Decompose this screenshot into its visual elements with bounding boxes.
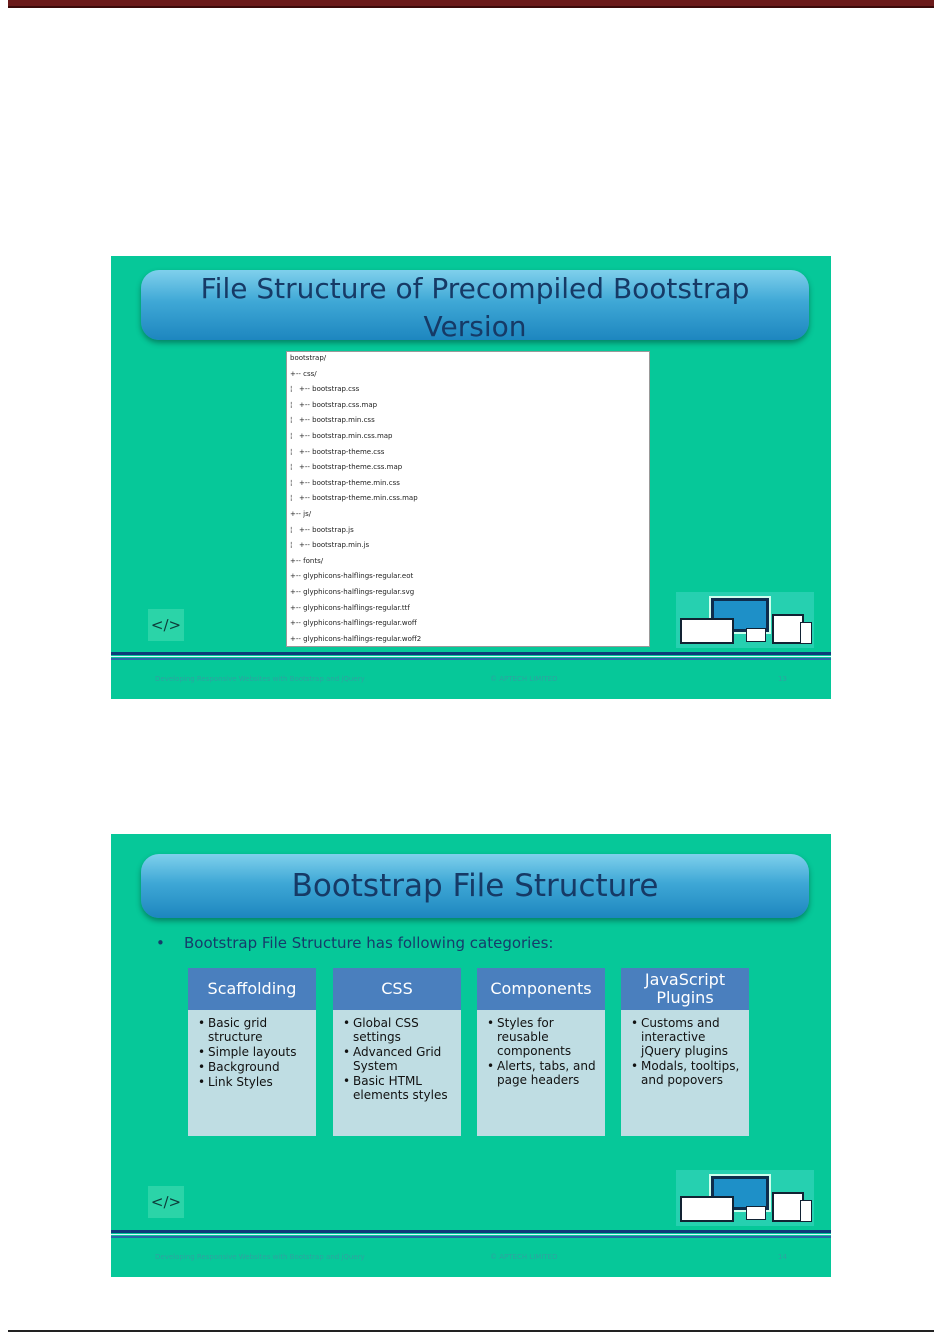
category-heading: CSS: [333, 968, 461, 1010]
file-tree-line: ¦ +-- bootstrap.min.css: [290, 416, 375, 425]
slide-title: [141, 270, 809, 343]
category-items: [333, 1010, 461, 1102]
file-tree-line: bootstrap/: [290, 354, 327, 362]
page-bottom-rule: [8, 1330, 934, 1332]
footer-copyright: © APTECH LIMITED: [490, 1253, 558, 1261]
file-tree-line: ¦ +-- bootstrap.css: [290, 385, 360, 394]
category-heading: Components: [477, 968, 605, 1010]
category-heading: JavaScript Plugins: [621, 968, 749, 1010]
file-tree-line: +-- glyphicons-halflings-regular.woff2: [290, 634, 422, 643]
code-pen-icon: <∕>: [148, 1186, 184, 1218]
intro-bullet: • Bootstrap File Structure has following categories:: [156, 934, 554, 952]
file-tree-line: ¦ +-- bootstrap.css.map: [290, 400, 378, 409]
category-item: • Background: [196, 1060, 312, 1074]
category-item: • Basic grid structure: [196, 1016, 312, 1044]
file-tree-line: ¦ +-- bootstrap.min.css.map: [290, 432, 393, 440]
footer-copyright: © APTECH LIMITED: [490, 675, 558, 683]
category-item: • Customs and interactive jQuery plugins: [629, 1016, 745, 1058]
category-items: [621, 1010, 749, 1087]
footer-divider: [111, 652, 831, 660]
footer-divider: [111, 1230, 831, 1238]
responsive-devices-icon: [676, 592, 814, 648]
file-tree-line: +-- js/: [290, 510, 312, 518]
category-items: [477, 1010, 605, 1087]
slide-title-line2: Version: [423, 310, 527, 343]
file-tree-line: ¦ +-- bootstrap-theme.css.map: [290, 463, 403, 472]
file-tree-line: +-- css/: [290, 369, 317, 378]
footer-page-number: 14: [778, 1253, 787, 1261]
file-tree-line: +-- glyphicons-halflings-regular.svg: [290, 588, 415, 596]
footer-page-number: 13: [778, 675, 787, 683]
category-item: • Link Styles: [196, 1075, 312, 1089]
category-card: [188, 968, 316, 1136]
slide-title: Bootstrap File Structure: [141, 854, 809, 918]
category-card: [477, 968, 605, 1136]
responsive-devices-icon: [676, 1170, 814, 1226]
file-tree-line: +-- fonts/: [290, 556, 324, 565]
intro-text: Bootstrap File Structure has following categories:: [184, 934, 554, 952]
category-item: • Modals, tooltips, and popovers: [629, 1059, 745, 1087]
category-item: • Alerts, tabs, and page headers: [485, 1059, 601, 1087]
slide-13: [111, 256, 831, 699]
footer-course-title: Developing Responsive Websites with Bootstrap and jQuery: [155, 1253, 365, 1261]
file-tree-line: ¦ +-- bootstrap-theme.min.css.map: [290, 494, 418, 503]
file-tree-line: ¦ +-- bootstrap-theme.min.css: [290, 478, 400, 487]
category-item: • Global CSS settings: [341, 1016, 457, 1044]
footer-course-title: Developing Responsive Websites with Bootstrap and jQuery: [155, 675, 365, 683]
code-pen-icon: <∕>: [148, 609, 184, 641]
category-card: [621, 968, 749, 1136]
file-tree-line: +-- glyphicons-halflings-regular.ttf: [290, 603, 410, 612]
file-tree-line: +-- glyphicons-halflings-regular.eot: [290, 572, 414, 581]
file-tree-line: ¦ +-- bootstrap-theme.css: [290, 447, 385, 456]
category-item: • Simple layouts: [196, 1045, 312, 1059]
file-tree-line: ¦ +-- bootstrap.js: [290, 525, 354, 534]
category-item: • Advanced Grid System: [341, 1045, 457, 1073]
category-item: • Basic HTML elements styles: [341, 1074, 457, 1102]
file-tree-box: [286, 351, 650, 647]
file-tree-line: +-- glyphicons-halflings-regular.woff: [290, 619, 417, 628]
category-item: • Styles for reusable components: [485, 1016, 601, 1058]
category-items: [188, 1010, 316, 1089]
slide-title-line1: File Structure of Precompiled Bootstrap: [200, 272, 750, 305]
category-heading: Scaffolding: [188, 968, 316, 1010]
slide-14: [111, 834, 831, 1277]
page-top-rule: [8, 0, 934, 8]
file-tree-line: ¦ +-- bootstrap.min.js: [290, 541, 370, 550]
category-card: [333, 968, 461, 1136]
